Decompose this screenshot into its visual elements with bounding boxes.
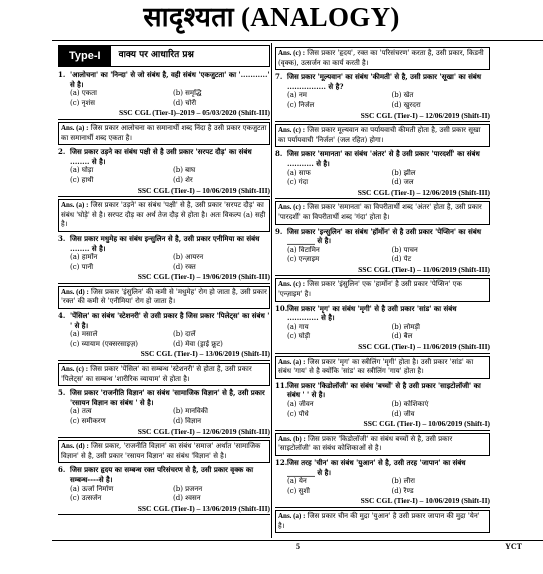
answer-box <box>58 286 270 309</box>
options-grid <box>275 477 490 496</box>
publisher-brand: YCT <box>505 542 522 551</box>
question-text: जिस प्रकार 'मूल्यवान' का संबंध 'कीमती' से है, उसी प्रकार 'सूखा' का संबंध ................ से है? <box>287 72 482 91</box>
question <box>275 304 490 323</box>
answer-box <box>58 122 270 145</box>
question-number: 2. <box>58 147 66 157</box>
option: (b) प्रजनन <box>173 484 203 493</box>
question-number: 12. <box>275 457 288 467</box>
answer-box <box>275 510 490 533</box>
question <box>58 147 270 166</box>
exam-source: SSC CGL (Tier-I) – 10/06/2019 (Shift-II) <box>275 496 490 508</box>
question-number: 10. <box>275 303 288 313</box>
question-number: 3. <box>58 233 66 243</box>
option: (a) येन <box>287 477 307 486</box>
option: (a) साफ <box>287 168 311 177</box>
question <box>275 149 490 168</box>
option: (a) विटामिन <box>287 245 320 254</box>
exam-source: SSC CGL (Tier-I) – 19/06/2019 (Shift-III) <box>58 272 270 284</box>
option: (a) मसाले <box>70 330 98 339</box>
question-number: 8. <box>275 149 283 159</box>
option: (c) एन्ज़ाइम <box>287 255 320 264</box>
option: (a) नम <box>287 91 307 100</box>
options-grid <box>58 485 270 504</box>
page-title: सादृश्यता (ANALOGY) <box>143 2 400 32</box>
answer-text: जिस प्रकार आलोचना का समानार्थी शब्द निंदा है उसी प्रकार एकजुटता का समानार्थी शब्द एकता है। <box>61 123 267 142</box>
answer-text: जिस प्रकार 'इंसुलिन' एक 'हार्मोन' है उसी प्रकार 'पेप्सिन' एक 'एन्ज़ाइम' है। <box>278 280 462 299</box>
question <box>275 227 490 246</box>
option: (d) जल <box>391 178 414 187</box>
question <box>58 311 270 330</box>
question-text: जिस तरह 'चीन' का संबंध 'युआन' से है, उसी तरह 'जापान' का संबंध ________ से है। <box>287 457 466 477</box>
question-text: जिस प्रकार हृदय का सम्बन्ध रक्त परिसंचरण से है, उसी प्रकार वृक्क का सम्बन्ध----से है। <box>70 465 254 484</box>
exam-source: SSC CGL (Tier-I)–2019 – 05/03/2020 (Shift-III) <box>58 108 270 120</box>
answer-label: Ans. (c) : <box>278 49 306 57</box>
option: (d) रैण्ड <box>391 486 414 495</box>
answer-box <box>58 199 270 232</box>
option: (c) हाथी <box>70 175 94 184</box>
option: (d) पेट <box>391 255 412 264</box>
answer-label: Ans. (c) : <box>278 280 306 289</box>
answer-box <box>275 47 490 70</box>
page-number: 5 <box>296 542 300 551</box>
exam-source: SSC CGL (Tier-I) – 11/06/2019 (Shift-III) <box>275 342 490 354</box>
option: (d) विज्ञान <box>173 417 202 425</box>
option: (b) कोशिकाएं <box>391 400 429 408</box>
question-number: 11. <box>275 380 288 390</box>
question <box>58 70 270 89</box>
exam-source: SSC CGL (Tier-I) – 13/06/2019 (Shift-III) <box>58 504 270 516</box>
option: (d) श्वसन <box>173 494 201 503</box>
answer-label: Ans. (d) : <box>61 287 89 296</box>
answer-text: जिस प्रकार 'पेंसिल' का सम्बन्ध 'स्टेशनरी' से होता है, उसी प्रकार 'पिलेट्स' का सम्बन्ध 'शारीरिक व्यायाम' से होता है। <box>61 365 252 383</box>
question-text: जिस प्रकार 'समानता' का संबंध 'अंतर' से है उसी प्रकार 'पारदर्शी' का संबंध ........... से है। <box>287 149 480 168</box>
exam-source: SSC CGL (Tier-I) – 12/06/2019 (Shift-III) <box>58 427 270 439</box>
option: (c) समीकरण <box>70 417 106 425</box>
option: (c) गंदा <box>287 178 309 187</box>
answer-label: Ans. (a) : <box>278 357 306 366</box>
question <box>58 234 270 253</box>
option: (c) उत्सर्जन <box>70 494 102 503</box>
option: (a) ऊर्जा निर्माण <box>70 484 114 493</box>
answer-text: जिस प्रकार 'समानता' का विपरीतार्थी शब्द 'अंतर' होता है, उसी प्रकार 'पारदर्शी' का विपरीतार्थी शब्द 'गंदा' होता है। <box>278 203 482 221</box>
options-grid <box>58 330 270 349</box>
options-grid <box>275 323 490 342</box>
option: (c) नृशंस <box>70 98 95 107</box>
option: (b) पाचन <box>391 245 418 254</box>
question-number: 6. <box>58 465 66 475</box>
answer-label: Ans. (c) : <box>278 126 306 135</box>
answer-text: जिस प्रकार 'हृदय', रक्त का 'परिसंचरण' करता है, उसी प्रकार, किडनी (वृक्क), उत्सर्जन का कार्य करती है। <box>278 49 484 67</box>
answer-text: जिस प्रकार 'उड़ने' का संबंध 'पक्षी' से है, उसी प्रकार 'सरपट दौड़' का संबंध 'घोड़े' से है। सरपट दौड़ का अर्थ तेज दौड़ से होता है। अतः विकल्प (a) सही है। <box>61 201 266 229</box>
question <box>275 72 490 91</box>
option: (c) सुशी <box>287 486 310 495</box>
question <box>275 458 490 477</box>
answer-box <box>275 433 490 456</box>
answer-text: जिस प्रकार चीन की मुद्रा 'युआन' है उसी प्रकार जापान की मुद्रा 'येन' है। <box>278 511 480 530</box>
exam-source: SSC CGL (Tier-I) – 12/06/2019 (Shift-II) <box>275 111 490 123</box>
question-text: जिस प्रकार 'राजनीति विज्ञान' का संबंध 'सामाजिक विज्ञान' से है, उसी प्रकार 'रसायन विज्ञान का संबंध ' से है। <box>70 388 265 407</box>
option: (d) खुरदरा <box>391 100 421 109</box>
page-footer <box>52 540 543 555</box>
right-column <box>275 45 490 535</box>
option: (c) व्यायाम (एक्सरसाइज़) <box>70 339 139 348</box>
option: (b) झील <box>391 168 416 177</box>
option: (d) मेवा (ड्राई फ्रूट) <box>173 339 223 348</box>
left-column <box>58 45 270 515</box>
answer-label: Ans. (a) : <box>278 511 306 520</box>
answer-box <box>275 201 490 224</box>
answer-label: Ans. (c) : <box>278 203 306 212</box>
options-grid <box>275 400 490 419</box>
answer-box <box>58 440 270 463</box>
answer-box <box>275 356 490 379</box>
options-grid <box>275 169 490 188</box>
question-number: 1. <box>58 70 66 79</box>
option: (c) घोड़ी <box>287 332 311 341</box>
options-grid <box>58 89 270 108</box>
question-text: जिस प्रकार 'इन्सुलिन' का संबंध 'हॉर्मोन' से है उसी प्रकार 'पेप्सिन' का संबंध ________ से है। <box>287 226 482 246</box>
question-text: 'पेंसिल' का संबंध 'स्टेशनरी' से उसी प्रकार है जिस प्रकार 'पिलेट्स' का संबंध ' ' से है। <box>70 311 270 330</box>
option: (a) हार्मोन <box>70 253 98 262</box>
option: (d) रक्त <box>173 262 196 271</box>
exam-source: SSC CGL (Tier-I) – 11/06/2019 (Shift-III) <box>275 265 490 277</box>
option: (a) तत्व <box>70 407 92 416</box>
option: (d) चोरी <box>173 98 197 107</box>
section-type-text: वाक्य पर आधारित प्रश्न <box>118 50 194 61</box>
answer-text: जिस प्रकार, 'राजनीति विज्ञान' का संबंध 'समाज' अर्थात 'सामाजिक विज्ञान' से है, उसी प्रकार 'रसायन विज्ञान' का संबंध 'विज्ञान' से है। <box>61 442 261 460</box>
option: (b) लोमड़ी <box>391 322 420 331</box>
answer-text: जिस प्रकार मूल्यवान का पर्यायवाची कीमती होता है, उसी प्रकार सूखा का पर्यायवाची 'निर्जल' (जल रहित) होगा। <box>278 126 481 144</box>
answer-text: जिस प्रकार 'मृग' का स्त्रीलिंग 'मृगी' होता है। उसी प्रकार 'सांड' का संबंध 'गाय' से है क्योंकि 'सांड' का स्त्रीलिंग 'गाय' होता है। <box>278 357 474 376</box>
question <box>58 465 270 484</box>
exam-source: SSC CGL (Tier-I) – 12/06/2019 (Shift-III) <box>275 188 490 200</box>
title-rule <box>52 40 543 41</box>
answer-label: Ans. (a) : <box>61 123 89 132</box>
question-text: 'आलोचना' का 'निन्दा' से जो संबंध है, वही संबंध 'एकजुटता' का '...........' से है। <box>70 70 270 89</box>
option: (a) जीवन <box>287 400 314 408</box>
answer-box <box>275 278 490 301</box>
section-type-box <box>58 45 270 67</box>
answer-text: जिस प्रकार 'किडोलॉजी' का संबंध बच्चों से है, उसी प्रकार 'साइटोलॉजी' का संबंध कोशिकाओं से है। <box>278 434 453 453</box>
options-grid <box>58 166 270 185</box>
option: (b) आयरन <box>173 253 204 262</box>
question-text: जिस प्रकार मधुमेह का संबंध इन्सुलिन से है, उसी प्रकार एनीमिया का संबंध ........ से है। <box>70 233 260 253</box>
option: (b) खेत <box>391 91 414 100</box>
option: (a) गाय <box>287 322 309 331</box>
answer-text: जिस प्रकार 'इंसुलिन' की कमी से 'मधुमेह' रोग हो जाता है, उसी प्रकार 'रक्त' की कमी से 'एनीमिया' रोग हो जाता है। <box>61 287 267 306</box>
option: (d) बैल <box>391 332 413 341</box>
question-number: 5. <box>58 388 66 398</box>
option: (d) शेर <box>173 175 193 184</box>
question-text: जिस प्रकार 'किडोलॉजी' का संबंध 'बच्चों' से है उसी प्रकार 'साइटोलॉजी' का संबंध ' ' से है। <box>287 380 481 400</box>
exam-source: SSC CGL (Tier-I) – 10/06/2019 (Shift-III) <box>58 186 270 198</box>
answer-label: Ans. (d) : <box>61 442 89 451</box>
answer-box <box>275 124 490 147</box>
option: (d) जीव <box>391 409 415 418</box>
option: (b) लीरा <box>391 477 415 486</box>
exam-source: SSC CGL (Tier-I) – 13/06/2019 (Shift-II) <box>58 349 270 361</box>
options-grid <box>275 91 490 110</box>
options-grid <box>58 253 270 272</box>
option: (c) पानी <box>70 262 94 271</box>
options-grid <box>275 246 490 265</box>
option: (b) बाघ <box>173 166 196 175</box>
question <box>275 381 490 400</box>
exam-source: SSC CGL (Tier-I) – 10/06/2019 (Shift-I) <box>275 419 490 431</box>
option: (c) पौधे <box>287 409 309 418</box>
question-text: जिस प्रकार 'मृग' का संबंध 'मृगी' से है उसी प्रकार 'सांड' का संबंध ............. से है। <box>287 303 457 323</box>
question-number: 4. <box>58 311 66 321</box>
answer-box <box>58 363 270 386</box>
option: (a) घोड़ा <box>70 166 94 175</box>
option: (b) दालें <box>173 330 196 339</box>
section-type-label: Type-I <box>59 46 111 66</box>
question-text: जिस प्रकार उड़ने का संबंध पक्षी से है उसी प्रकार 'सरपट दौड़' का संबंध ........ से है। <box>70 147 252 166</box>
option: (a) एकता <box>70 89 97 98</box>
question-number: 7. <box>275 72 283 82</box>
answer-label: Ans. (a) : <box>61 201 89 210</box>
question <box>58 388 270 407</box>
answer-label: Ans. (b) : <box>278 434 306 443</box>
answer-label: Ans. (c) : <box>61 365 89 374</box>
option: (b) समृद्धि <box>173 89 202 98</box>
question-number: 9. <box>275 226 283 236</box>
column-divider <box>271 43 272 538</box>
options-grid <box>58 407 270 426</box>
option: (c) निर्जल <box>287 100 315 109</box>
option: (b) मानविकी <box>173 407 208 416</box>
